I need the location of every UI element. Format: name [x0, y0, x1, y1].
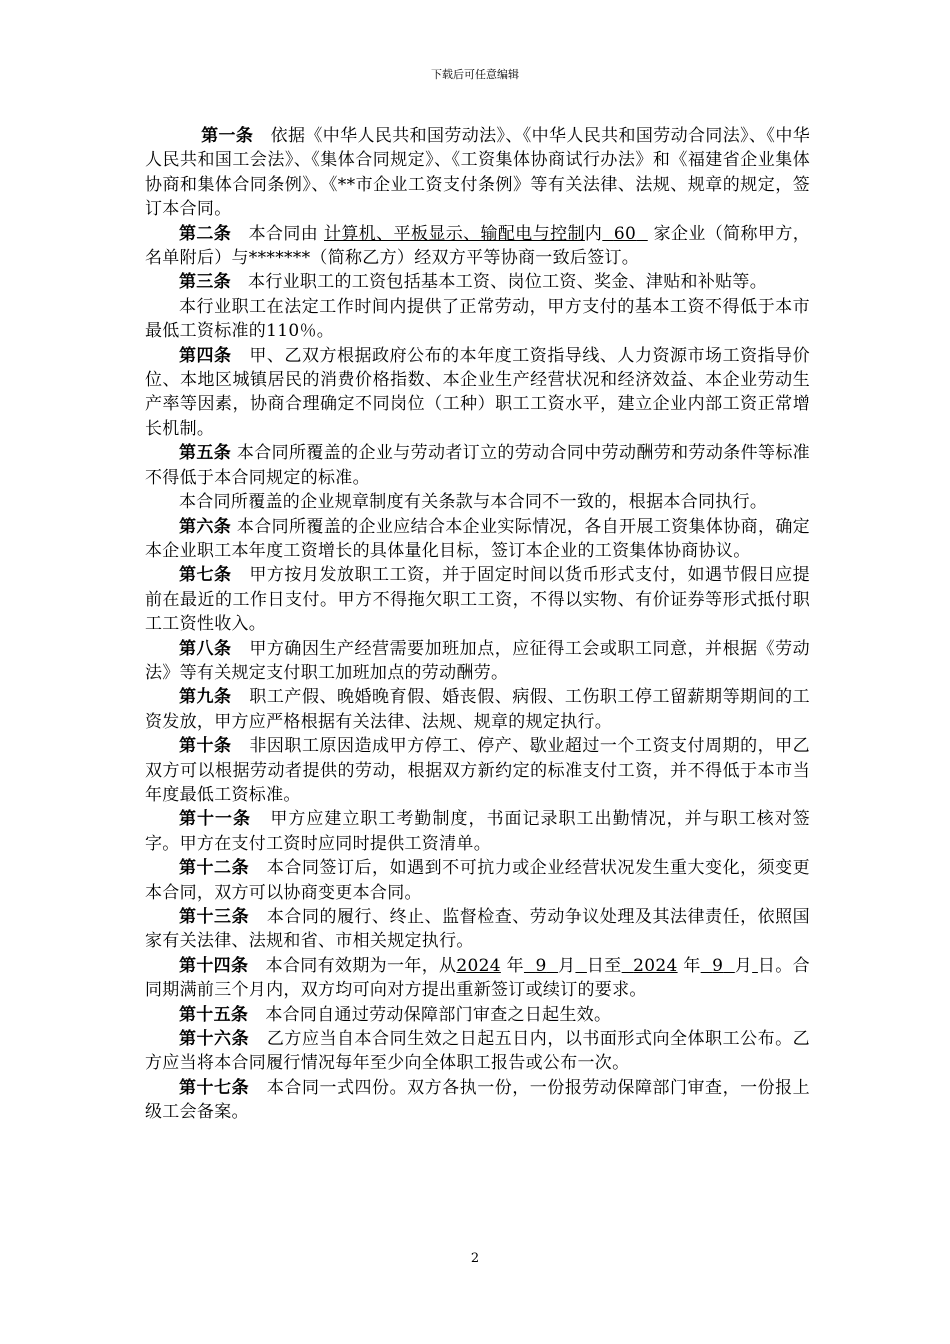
- clause-text: 本合同所覆盖的企业应结合本企业实际情况，各自开展工资集体协商，确定本企业职工本年度工资增长的具体量化目标，签订本企业的工资集体协商协议。: [145, 516, 810, 561]
- start-month-field: 9: [535, 955, 547, 976]
- clause-title: 第十五条: [179, 1004, 249, 1025]
- clause-text: 月: [558, 955, 576, 976]
- clause-text: 本合同的履行、终止、监督检查、劳动争议处理及其法律责任，依照国家有关法律、法规和省、市相关规定执行。: [145, 907, 810, 952]
- clause-title: 第八条: [179, 638, 232, 659]
- clause-3-paragraph-2: 本行业职工在法定工作时间内提供了正常劳动，甲方支付的基本工资不得低于本市最低工资标准的110％。: [145, 296, 810, 342]
- clause-text: 乙方应当自本合同生效之日起五日内，以书面形式向全体职工公布。乙方应当将本合同履行情况每年至少向全体职工报告或公布一次。: [145, 1029, 810, 1074]
- clause-text: 年: [506, 955, 524, 976]
- industry-field: 计算机、平板显示、输配电与控制: [323, 223, 585, 244]
- clause-text: 甲方应建立职工考勤制度，书面记录职工出勤情况，并与职工核对签字。甲方在支付工资时应同时提供工资清单。: [145, 809, 811, 854]
- clause-title: 第十四条: [179, 955, 249, 976]
- contract-body: [145, 124, 810, 1125]
- clause-text: 本合同签订后，如遇到不可抗力或企业经营状况发生重大变化，须变更本合同，双方可以协商变更本合同。: [145, 858, 810, 903]
- clause-2: [145, 222, 810, 271]
- clause-text: 日。合同期满前三个月内，双方均可向对方提出重新签订或续订的要求。: [145, 955, 810, 1001]
- clause-title: 第十条: [179, 736, 232, 757]
- clause-title: 第七条: [179, 565, 232, 586]
- clause-text: 甲方按月发放职工工资，并于固定时间以货币形式支付，如遇节假日应提前在最近的工作日支付。甲方不得拖欠职工工资，不得以实物、有价证券等形式抵付职工工资性收入。: [145, 565, 810, 635]
- start-day-field: [575, 956, 587, 976]
- clause-title: 第二条: [179, 223, 232, 244]
- clause-text: 内: [584, 223, 603, 244]
- clause-11: [145, 807, 810, 856]
- clause-14: [145, 954, 810, 1003]
- clause-text: 本行业职工的工资包括基本工资、岗位工资、奖金、津贴和补贴等。: [248, 272, 768, 293]
- end-month-field: 9: [712, 955, 724, 976]
- clause-text: 甲方确因生产经营需要加班加点，应征得工会或职工同意，并根据《劳动法》等有关规定支付职工加班加点的劳动酬劳。: [145, 638, 810, 683]
- clause-3: [145, 270, 810, 294]
- clause-13: [145, 905, 810, 954]
- clause-title: 第六条: [179, 516, 232, 537]
- clause-text: 本合同有效期为一年，从: [265, 955, 457, 976]
- clause-12: [145, 856, 810, 905]
- clause-text: 月: [734, 955, 753, 976]
- clause-8: [145, 637, 810, 686]
- clause-10: [145, 734, 810, 807]
- page-header: 下载后可任意编辑: [431, 68, 519, 81]
- clause-text: 职工产假、晚婚晚育假、婚丧假、病假、工伤职工停工留薪期等期间的工资发放，甲方应严格根据有关法律、法规、规章的规定执行。: [145, 687, 810, 732]
- clause-6: [145, 515, 810, 564]
- clause-15: [145, 1003, 810, 1027]
- end-year-field: 2024: [633, 955, 678, 976]
- clause-text: 日至: [586, 955, 622, 976]
- clause-7: [145, 563, 810, 636]
- clause-title: 第四条: [179, 345, 232, 366]
- clause-5: [145, 441, 810, 490]
- clause-text: 家企业（简称甲方，名单附后）与*******（简称乙方）经双方平等协商一致后签订。: [145, 223, 811, 269]
- clause-text: 本合同由: [248, 223, 319, 244]
- company-count-field: 60: [613, 223, 637, 244]
- clause-title: 第一条: [201, 126, 254, 146]
- page-number: 2: [470, 1251, 480, 1266]
- clause-title: 第十六条: [179, 1029, 250, 1050]
- clause-title: 第十二条: [179, 858, 250, 879]
- clause-title: 第十一条: [179, 809, 252, 830]
- clause-text: 甲、乙双方根据政府公布的本年度工资指导线、人力资源市场工资指导价位、本地区城镇居民的消费价格指数、本企业生产经营状况和经济效益、本企业劳动生产率等因素，协商合理确定不同岗位（工种）职工工资水平，建立企业内部工资正常增长机制。: [145, 345, 810, 439]
- clause-text: 本合同所覆盖的企业与劳动者订立的劳动合同中劳动酬劳和劳动条件等标准不得低于本合同规定的标准。: [145, 443, 810, 488]
- clause-17: [145, 1076, 810, 1125]
- clause-9: [145, 685, 810, 734]
- clause-5-paragraph-2: 本合同所覆盖的企业规章制度有关条款与本合同不一致的，根据本合同执行。: [179, 492, 768, 513]
- clause-text: 年: [683, 955, 701, 976]
- clause-text: 本合同一式四份。双方各执一份，一份报劳动保障部门审查，一份报上级工会备案。: [145, 1077, 810, 1123]
- clause-title: 第九条: [179, 687, 232, 708]
- clause-title: 第十七条: [179, 1077, 250, 1098]
- clause-16: [145, 1027, 810, 1076]
- clause-title: 第五条: [179, 443, 232, 464]
- clause-title: 第十三条: [179, 907, 250, 927]
- clause-text: 本合同自通过劳动保障部门审查之日起生效。: [265, 1004, 612, 1025]
- start-year-field: 2024: [456, 955, 501, 976]
- clause-text: 依据《中华人民共和国劳动法》、《中华人民共和国劳动合同法》、《中华人民共和国工会法》、《集体合同规定》、《工资集体协商试行办法》和《福建省企业集体协商和集体合同条例》、《**市企业工资支付条例》等有关法律、法规、规章的规定，签订本合同。: [145, 126, 810, 220]
- clause-title: 第三条: [179, 272, 231, 293]
- clause-4: [145, 344, 810, 442]
- clause-text: 非因职工原因造成甲方停工、停产、歇业超过一个工资支付周期的，甲乙双方可以根据劳动者提供的劳动，根据双方新约定的标准支付工资，并不得低于本市当年度最低工资标准。: [145, 736, 810, 805]
- clause-1: [145, 124, 810, 222]
